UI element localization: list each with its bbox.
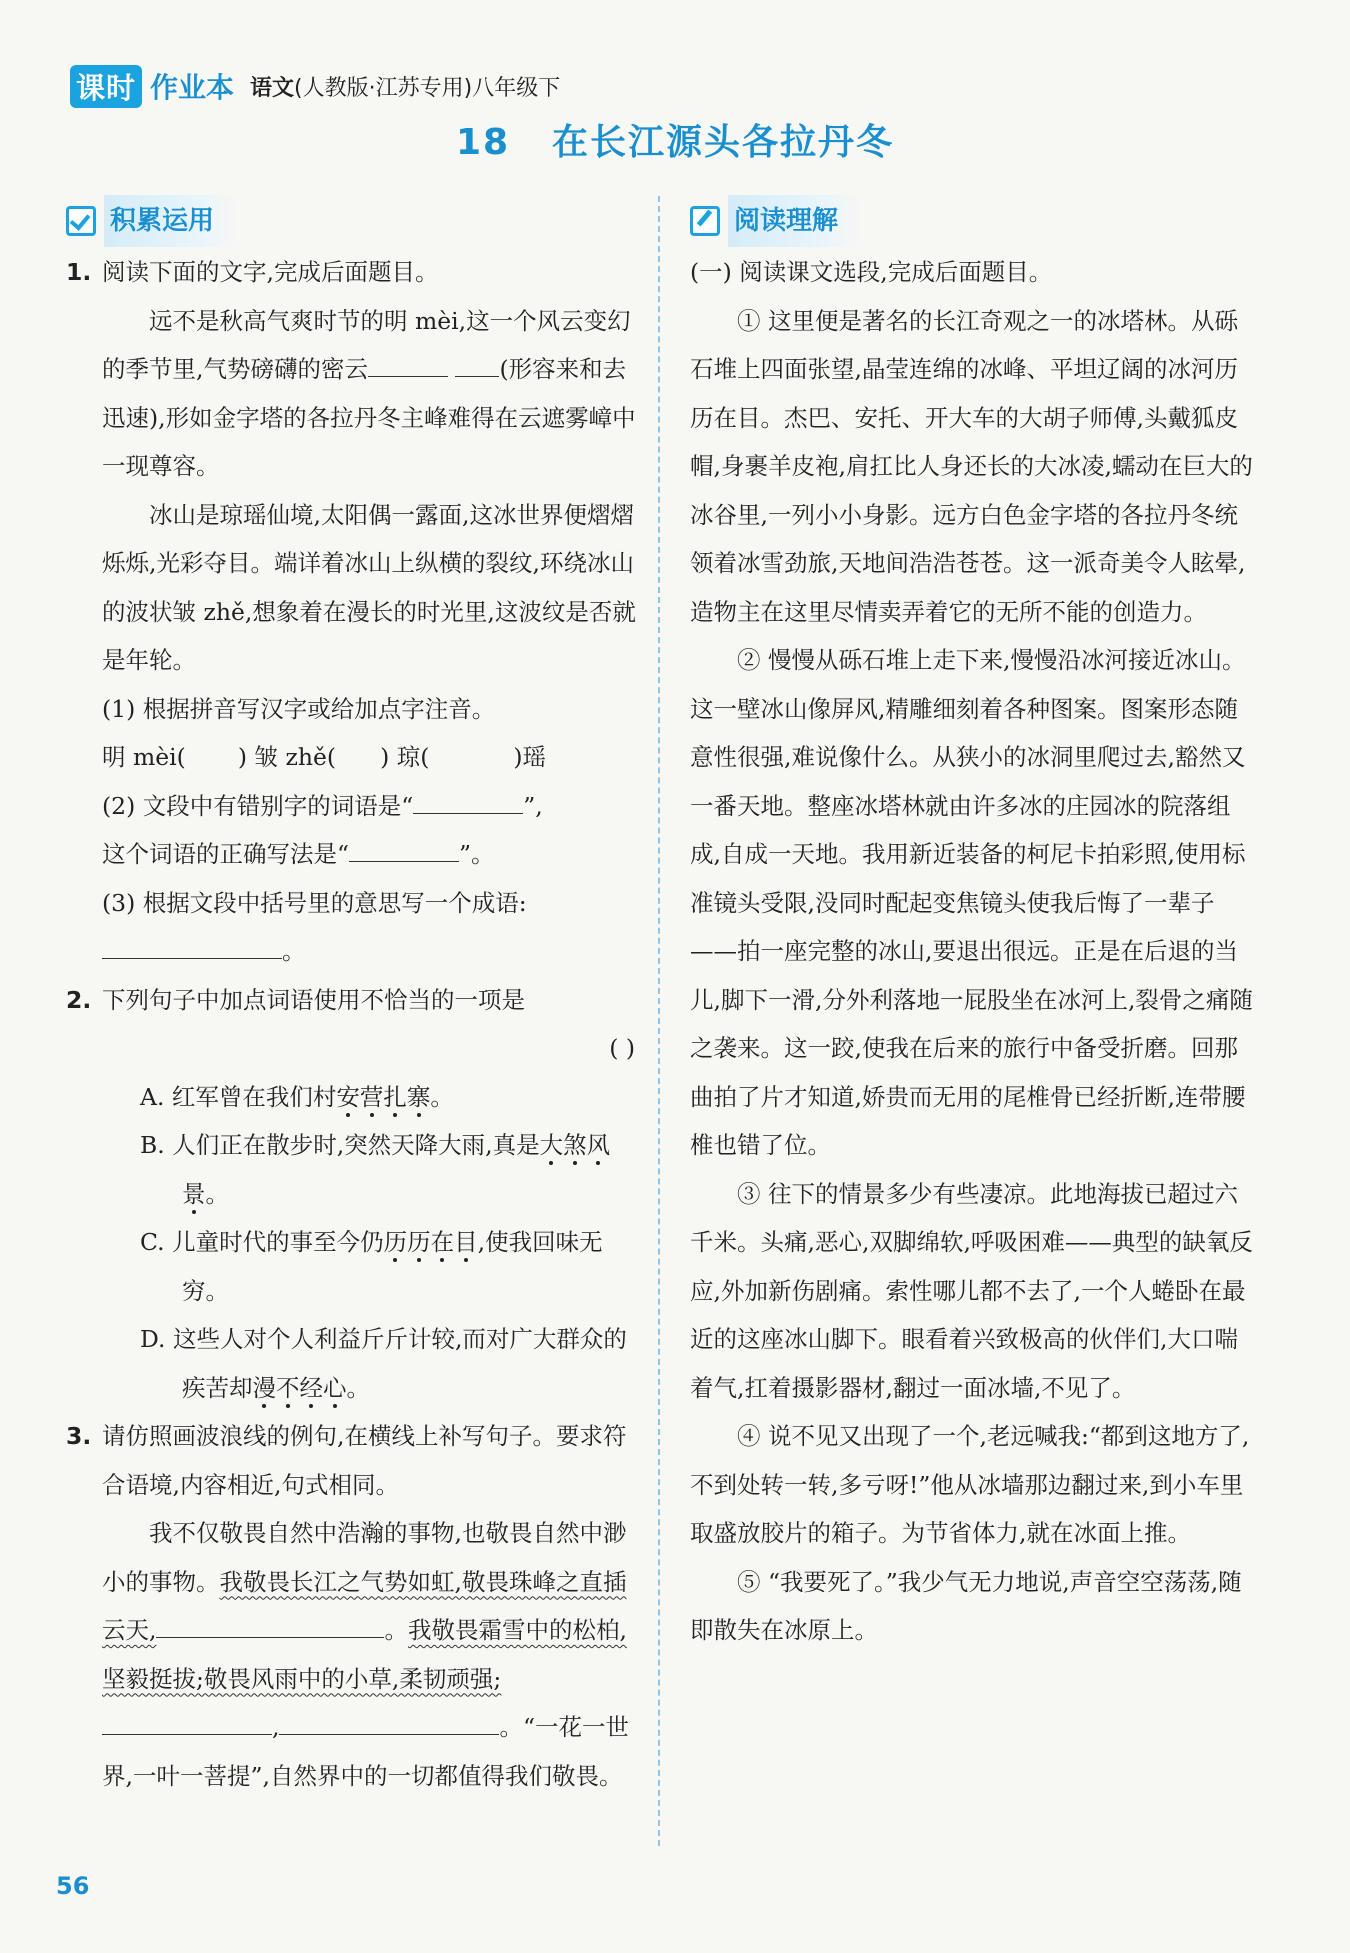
logo [70,65,234,108]
right-column [690,200,1260,1655]
reading-paragraph-1: ① 这里便是著名的长江奇观之一的冰塔林。从砾石堆上四面张望,晶莹连绵的冰峰、平坦辽阔的冰河历历在目。杰巴、安托、开大车的大胡子师傅,头戴狐皮帽,身裹羊皮袍,肩扛比人身还长的大冰凌,蠕动在巨大的冰谷里,一列小小身影。远方白色金字塔的各拉丹冬统领着冰雪劲旅,天地间浩浩苍苍。这一派奇美令人眩晕,造物主在这里尽情卖弄着它的无所不能的创造力。 [690,306,1253,626]
emphasis-char: 营 [359,1082,384,1111]
column-divider [658,196,660,1846]
option-text: 。 [205,1179,229,1208]
emphasis-char: 不 [276,1373,300,1402]
question-1 [66,248,641,976]
reading-paragraph-2: ② 慢慢从砾石堆上走下来,慢慢沿冰河接近冰山。这一壁冰山像屏风,精雕细刻着各种图案。图案形态随意性很强,难说像什么。从狭小的冰洞里爬过去,豁然又一番天地。整座冰塔林就由许多冰的庄园冰的院落组成,自成一天地。我用新近装备的柯尼卡拍彩照,使用标准镜头受限,没同时配起变焦镜头使我后悔了一辈子——拍一座完整的冰山,要退出很远。正是在后退的当儿,脚下一滑,分外利落地一屁股坐在冰河上,裂骨之痛随之袭来。这一跤,使我在后来的旅行中备受折磨。回那曲拍了片才知道,娇贵而无用的尾椎骨已经折断,连带腰椎也错了位。 [690,646,1253,1159]
wavy-example-2: 我敬畏霜雪中的松柏,坚毅挺拔;敬畏风雨中的小草,柔韧顽强; [102,1616,627,1693]
question-2 [66,976,641,1413]
sub-question-3-answer [102,927,641,976]
question-number: 1. [66,258,92,286]
wavy-example-1: 我敬畏长江之气势如虹,敬畏珠峰之直插云天, [102,1567,627,1644]
question-text: (2) 文段中有错别字的词语是“ [102,791,414,820]
answer-blank[interactable] [279,1704,499,1735]
question-number: 3. [66,1422,92,1450]
emphasis-char: 煞 [563,1131,587,1159]
pen-icon [690,206,720,236]
logo-box: 课时 [70,65,142,108]
emphasis-char: 大 [539,1131,564,1159]
answer-blank[interactable] [102,1704,272,1735]
emphasis-char: 扎 [383,1082,407,1111]
emphasis-char: 安 [336,1082,360,1111]
emphasis-char: 在 [430,1228,455,1256]
section-label: 阅读理解 [728,195,860,248]
question-stem: 下列句子中加点词语使用不恰当的一项是 [102,985,525,1014]
option-text: B. 人们正在散步时,突然天降大雨,真是 [140,1131,540,1159]
section-header-accumulation [66,200,641,242]
answer-blank[interactable] [102,928,282,959]
question-text: ”, [523,791,543,820]
option-text: ,使我回味无穷。 [182,1228,603,1305]
emphasis-char: 漫 [252,1373,276,1402]
option-text: D. 这些人对个人利益斤斤计较,而对广大群众的疾苦却 [140,1325,627,1402]
option-b[interactable] [102,1121,641,1218]
question-number: 2. [66,985,92,1014]
answer-blank[interactable] [455,346,499,377]
answer-blank[interactable] [336,1607,384,1638]
option-a[interactable] [102,1073,641,1122]
logo-text: 作业本 [150,71,235,104]
passage-text: 远不是秋高气爽时节的明 mèi,这一个风云变幻的季节里,气势磅礴的密云 [102,306,631,383]
subject-name: 语文 [250,75,295,101]
option-d[interactable] [102,1315,641,1412]
emphasis-char: 寨 [406,1082,431,1111]
question-text: ”。 [459,840,495,868]
passage-text: 。 [384,1616,408,1644]
page-header [70,66,560,106]
passage-text: , [272,1713,280,1741]
sub-question-3: (3) 根据文段中括号里的意思写一个成语: [102,888,527,917]
answer-blank[interactable] [349,831,459,862]
option-text: C. 儿童时代的事至今仍 [140,1228,384,1256]
reading-paragraph-3: ③ 往下的情景多少有些凄凉。此地海拔已超过六千米。头痛,恶心,双脚绵软,呼吸困难——典型的缺氧反应,外加新伤剧痛。索性哪儿都不去了,一个人蜷卧在最近的这座冰山脚下。眼看着兴致极高的伙伴们,大口喘着气,扛着摄影器材,翻过一面冰墙,不见了。 [690,1179,1253,1402]
passage-text: 。“一花一世界,一叶一菩提”,自然界中的一切都值得我们敬畏。 [102,1713,629,1790]
passage-paragraph [102,297,641,491]
option-c[interactable] [102,1218,641,1315]
passage-paragraph [102,491,641,685]
option-text: A. 红军曾在我们村 [140,1082,337,1111]
sub-question-1-answers [102,733,641,782]
section-header-reading [690,200,1260,242]
answer-blank[interactable] [413,783,523,814]
answer-prompt: ) 皱 zhě( [237,743,337,771]
question-text: 这个词语的正确写法是“ [102,840,350,868]
left-column [66,200,641,1800]
option-text: 。 [430,1082,454,1111]
passage-text: 瑶仙境,太阳偶一露面,这冰世界便熠熠烁烁,光彩夺目。端详着冰山上纵横的裂纹,环绕冰山的波状皱 zhě,想象着在漫长的时光里,这波纹是否就是年轮。 [102,500,636,674]
dotted-word [384,1228,478,1256]
dotted-word [253,1374,347,1402]
section-label: 积累运用 [104,195,236,248]
passage-text: 冰山是琼 [149,500,243,529]
dotted-word [336,1083,430,1111]
passage-text: 我不仅敬畏自然中浩瀚的事物,也敬畏自然中渺小的事物。 [102,1519,627,1596]
emphasis-char: 风 [586,1131,611,1159]
question-stem: 请仿照画波浪线的例句,在横线上补写句子。要求符合语境,内容相近,句式相同。 [102,1422,627,1499]
question-stem: 阅读下面的文字,完成后面题目。 [102,258,439,286]
answer-prompt: 明 mèi( [102,743,186,771]
answer-blank[interactable] [368,346,448,377]
passage-text: (形容来和去迅速),形如金字塔的各拉丹冬主峰难得在云遮雾嶂中一现尊容。 [102,355,636,480]
emphasis-char: 历 [383,1228,408,1256]
reading-paragraph-5: ⑤ “我要死了。”我少气无力地说,声音空空荡荡,随即散失在冰原上。 [690,1567,1242,1644]
answer-prompt: )瑶 [513,743,547,771]
lesson-name: 在长江源头各拉丹冬 [552,122,895,163]
sub-question-1: (1) 根据拼音写汉字或给加点字注音。 [102,694,496,723]
emphasis-char: 景 [182,1179,206,1208]
reading-intro: (一) 阅读课文选段,完成后面题目。 [690,258,1053,286]
passage-paragraph [102,1509,641,1800]
subject-label [250,71,560,102]
lesson-number: 18 [455,122,511,163]
lesson-title [0,114,1350,165]
reading-paragraph-4: ④ 说不见又出现了一个,老远喊我:“都到这地方了,不到处转一转,多亏呀!”他从冰墙那边翻过来,到小车里取盛放胶片的箱子。为节省体力,就在冰面上推。 [690,1422,1250,1547]
answer-parentheses[interactable]: ( ) [609,1034,635,1062]
page-number: 56 [56,1872,90,1900]
sub-question-2 [102,782,641,879]
emphasis-char: 目 [454,1228,478,1256]
emphasis-char: 心 [323,1373,347,1402]
checkbox-icon [66,206,96,236]
option-text: 。 [346,1373,370,1402]
emphasis-char: 经 [299,1373,323,1402]
answer-prompt: ) 琼( [380,743,430,771]
edition-label: (人教版·江苏专用)八年级下 [294,75,561,101]
question-3 [66,1412,641,1800]
question-text: 。 [282,937,306,965]
answer-blank[interactable] [156,1607,336,1638]
emphasis-char: 历 [407,1228,431,1256]
